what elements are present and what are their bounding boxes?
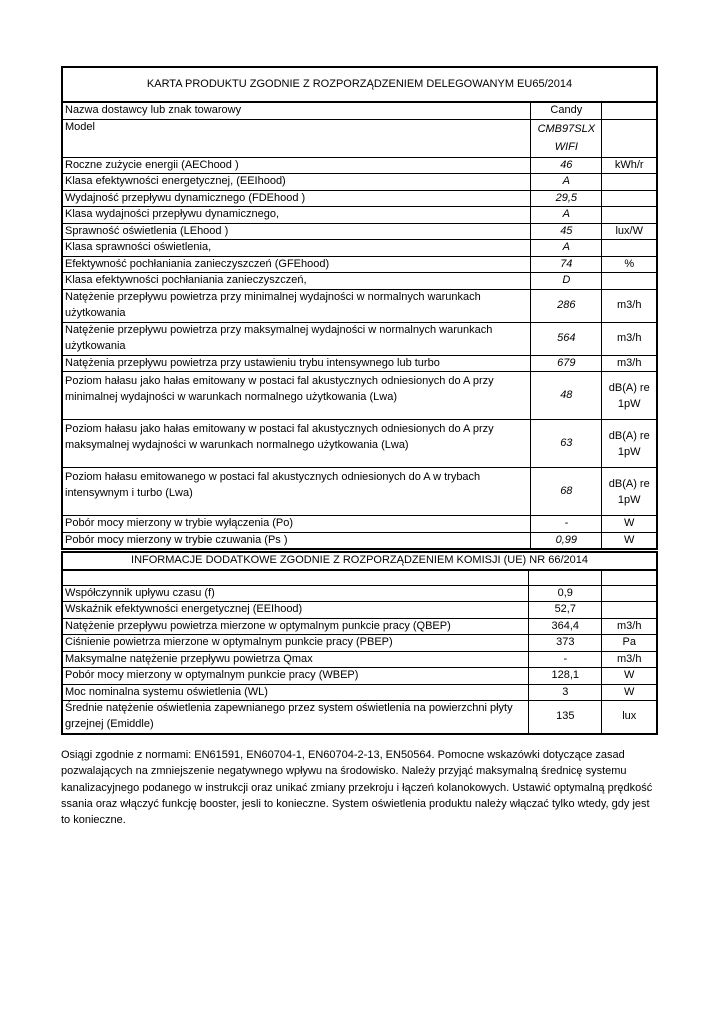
row-value: - <box>529 651 602 668</box>
row-label: Moc nominalna systemu oświetlenia (WL) <box>62 684 529 701</box>
row-value: - <box>531 516 602 533</box>
row-value: 63 <box>531 420 602 468</box>
row-value: 373 <box>529 635 602 652</box>
row-unit: W <box>602 684 657 701</box>
row-label: Wskaźnik efektywności energetycznej (EEIhood) <box>62 602 529 619</box>
row-unit <box>602 174 657 191</box>
row-unit <box>602 273 657 290</box>
row-unit <box>602 602 657 619</box>
row-label: Poziom hałasu jako hałas emitowany w postaci fal akustycznych odniesionych do A przy maksymalnej wydajności w warunkach normalnego użytkowania (Lwa) <box>62 420 531 468</box>
row-unit <box>602 240 657 257</box>
standards-note: Osiągi zgodnie z normami: EN61591, EN60704-1, EN60704-2-13, EN50564. Pomocne wskazówki dotyczące zasad pozwalających na zmniejszenie negatywnego wpływu na środowisko. Należy przyjąć maksymalną średnicę systemu kanalizacyjnego podanego w instrukcji oraz unikać zmiany przekroju i łączeń kolanokowych. Ustawić optymalną prędkość ssania oraz włączyć funkcję booster, jesli to konieczne. System oświetlenia produktu należy włączać tylko wtedy, gdy jest to konieczne. <box>61 749 653 827</box>
row-unit: W <box>602 516 657 533</box>
row-value: 679 <box>531 355 602 372</box>
row-label: Pobór mocy mierzony w trybie czuwania (Ps ) <box>62 532 531 549</box>
product-sheet-title: KARTA PRODUKTU ZGODNIE Z ROZPORZĄDZENIEM DELEGOWANYM EU65/2014 <box>62 67 657 102</box>
row-value: 45 <box>531 223 602 240</box>
row-value: 46 <box>531 157 602 174</box>
row-value: 52,7 <box>529 602 602 619</box>
row-value: 135 <box>529 701 602 734</box>
row-value: 3 <box>529 684 602 701</box>
row-value: 48 <box>531 372 602 420</box>
row-label: Klasa efektywności energetycznej, (EEIhood) <box>62 174 531 191</box>
row-value: 29,5 <box>531 190 602 207</box>
row-unit: m3/h <box>602 322 657 355</box>
row-label: Sprawność oświetlenia (LEhood ) <box>62 223 531 240</box>
row-unit: m3/h <box>602 651 657 668</box>
row-label: Klasa wydajności przepływu dynamicznego, <box>62 207 531 224</box>
row-label: Natężenie przepływu powietrza mierzone w optymalnym punkcie pracy (QBEP) <box>62 618 529 635</box>
row-value: A <box>531 207 602 224</box>
row-label: Model <box>62 119 531 157</box>
row-value: 364,4 <box>529 618 602 635</box>
row-unit: W <box>602 532 657 549</box>
row-value: 74 <box>531 256 602 273</box>
empty-cell <box>602 570 657 585</box>
row-unit: m3/h <box>602 618 657 635</box>
additional-info-table <box>61 551 658 735</box>
row-label: Wydajność przepływu dynamicznego (FDEhood ) <box>62 190 531 207</box>
row-label: Roczne zużycie energii (AEChood ) <box>62 157 531 174</box>
row-label: Klasa efektywności pochłaniania zanieczyszczeń, <box>62 273 531 290</box>
row-unit: dB(A) re 1pW <box>602 420 657 468</box>
row-label: Współczynnik upływu czasu (f) <box>62 585 529 602</box>
row-unit: % <box>602 256 657 273</box>
row-value: 0,9 <box>529 585 602 602</box>
row-label: Maksymalne natężenie przepływu powietrza Qmax <box>62 651 529 668</box>
row-unit <box>602 119 657 157</box>
row-unit: dB(A) re 1pW <box>602 468 657 516</box>
row-unit <box>602 102 657 119</box>
row-value: CMB97SLX WIFI <box>531 119 602 157</box>
row-unit: dB(A) re 1pW <box>602 372 657 420</box>
row-value: 128,1 <box>529 668 602 685</box>
row-unit: m3/h <box>602 355 657 372</box>
additional-info-title: INFORMACJE DODATKOWE ZGODNIE Z ROZPORZĄDZENIEM KOMISJI (UE) NR 66/2014 <box>62 552 657 570</box>
row-label: Poziom hałasu emitowanego w postaci fal akustycznych odniesionych do A w trybach intensywnym i turbo (Lwa) <box>62 468 531 516</box>
empty-cell <box>529 570 602 585</box>
row-value: Candy <box>531 102 602 119</box>
row-label: Średnie natężenie oświetlenia zapewnianego przez system oświetlenia na powierzchni płyty grzejnej (Emiddle) <box>62 701 529 734</box>
row-value: 0,99 <box>531 532 602 549</box>
row-value: A <box>531 240 602 257</box>
row-unit: Pa <box>602 635 657 652</box>
row-value: A <box>531 174 602 191</box>
empty-cell <box>62 570 529 585</box>
row-label: Efektywność pochłaniania zanieczyszczeń (GFEhood) <box>62 256 531 273</box>
row-unit: lux/W <box>602 223 657 240</box>
row-label: Nazwa dostawcy lub znak towarowy <box>62 102 531 119</box>
row-value: 286 <box>531 289 602 322</box>
row-label: Poziom hałasu jako hałas emitowany w postaci fal akustycznych odniesionych do A przy minimalnej wydajności w warunkach normalnego użytkowania (Lwa) <box>62 372 531 420</box>
row-unit: W <box>602 668 657 685</box>
row-label: Natężenie przepływu powietrza przy maksymalnej wydajności w normalnych warunkach użytkowania <box>62 322 531 355</box>
product-sheet-table <box>61 66 658 550</box>
row-unit <box>602 190 657 207</box>
row-label: Pobór mocy mierzony w trybie wyłączenia (Po) <box>62 516 531 533</box>
row-unit: kWh/r <box>602 157 657 174</box>
row-label: Natężenia przepływu powietrza przy ustawieniu trybu intensywnego lub turbo <box>62 355 531 372</box>
row-label: Ciśnienie powietrza mierzone w optymalnym punkcie pracy (PBEP) <box>62 635 529 652</box>
row-value: 68 <box>531 468 602 516</box>
row-unit <box>602 585 657 602</box>
row-unit: lux <box>602 701 657 734</box>
row-label: Natężenie przepływu powietrza przy minimalnej wydajności w normalnych warunkach użytkowania <box>62 289 531 322</box>
row-value: D <box>531 273 602 290</box>
row-unit <box>602 207 657 224</box>
row-label: Pobór mocy mierzony w optymalnym punkcie pracy (WBEP) <box>62 668 529 685</box>
row-label: Klasa sprawności oświetlenia, <box>62 240 531 257</box>
row-value: 564 <box>531 322 602 355</box>
row-unit: m3/h <box>602 289 657 322</box>
